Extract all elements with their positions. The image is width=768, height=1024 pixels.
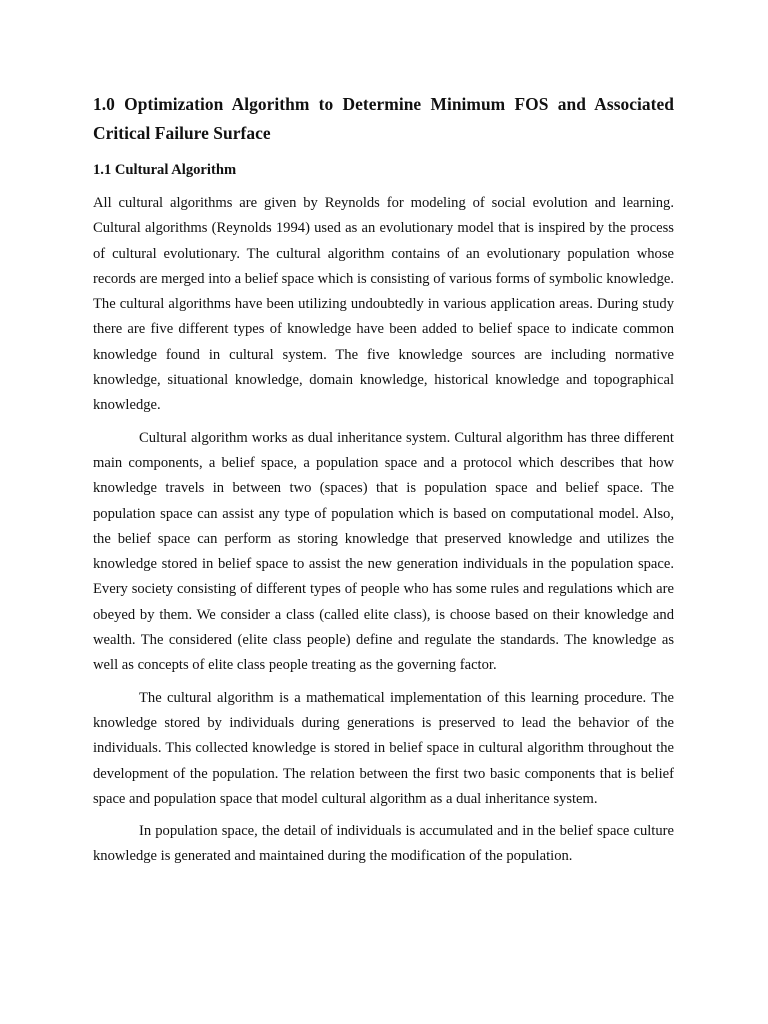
page-content: [93, 90, 674, 870]
paragraph-4: In population space, the detail of individuals is accumulated and in the belief space culture knowledge is generated and maintained during the modification of the population.: [93, 823, 674, 865]
paragraph-3: The cultural algorithm is a mathematical implementation of this learning procedure. The knowledge stored by individuals during generations is preserved to lead the behavior of the individuals. This collected knowledge is stored in belief space in cultural algorithm throughout the development of the population. The relation between the first two basic components that is belief space and population space that model cultural algorithm as a dual inheritance system.: [93, 689, 674, 807]
chapter-title: 1.0 Optimization Algorithm to Determine Minimum FOS and Associated Critical Failure Surface: [93, 94, 674, 143]
paragraph-1: All cultural algorithms are given by Reynolds for modeling of social evolution and learning. Cultural algorithms (Reynolds 1994) used as an evolutionary model that is inspired by the process of cultural evolutionary. The cultural algorithm contains of an evolutionary population whose records are merged into a belief space which is consisting of various forms of symbolic knowledge. The cultural algorithms have been utilizing undoubtedly in various application areas. During study there are five different types of knowledge have been added to belief space to indicate common knowledge found in cultural system. The five knowledge sources are including normative knowledge, situational knowledge, domain knowledge, historical knowledge and topographical knowledge.: [93, 195, 674, 414]
section-heading: 1.1 Cultural Algorithm: [93, 162, 237, 178]
paragraph-2: Cultural algorithm works as dual inheritance system. Cultural algorithm has three different main components, a belief space, a population space and a protocol which describes that how knowledge travels in between two (spaces) that is population space and belief space. The population space can assist any type of population which is based on computational model. Also, the belief space can perform as storing knowledge that preserved knowledge and utilizes the knowledge stored in belief space to assist the new generation individuals in the population space. Every society consisting of different types of people who has some rules and regulations which are obeyed by them. We consider a class (called elite class), is choose based on their knowledge and wealth. The considered (elite class people) define and regulate the standards. The knowledge as well as concepts of elite class people treating as the governing factor.: [93, 429, 674, 674]
